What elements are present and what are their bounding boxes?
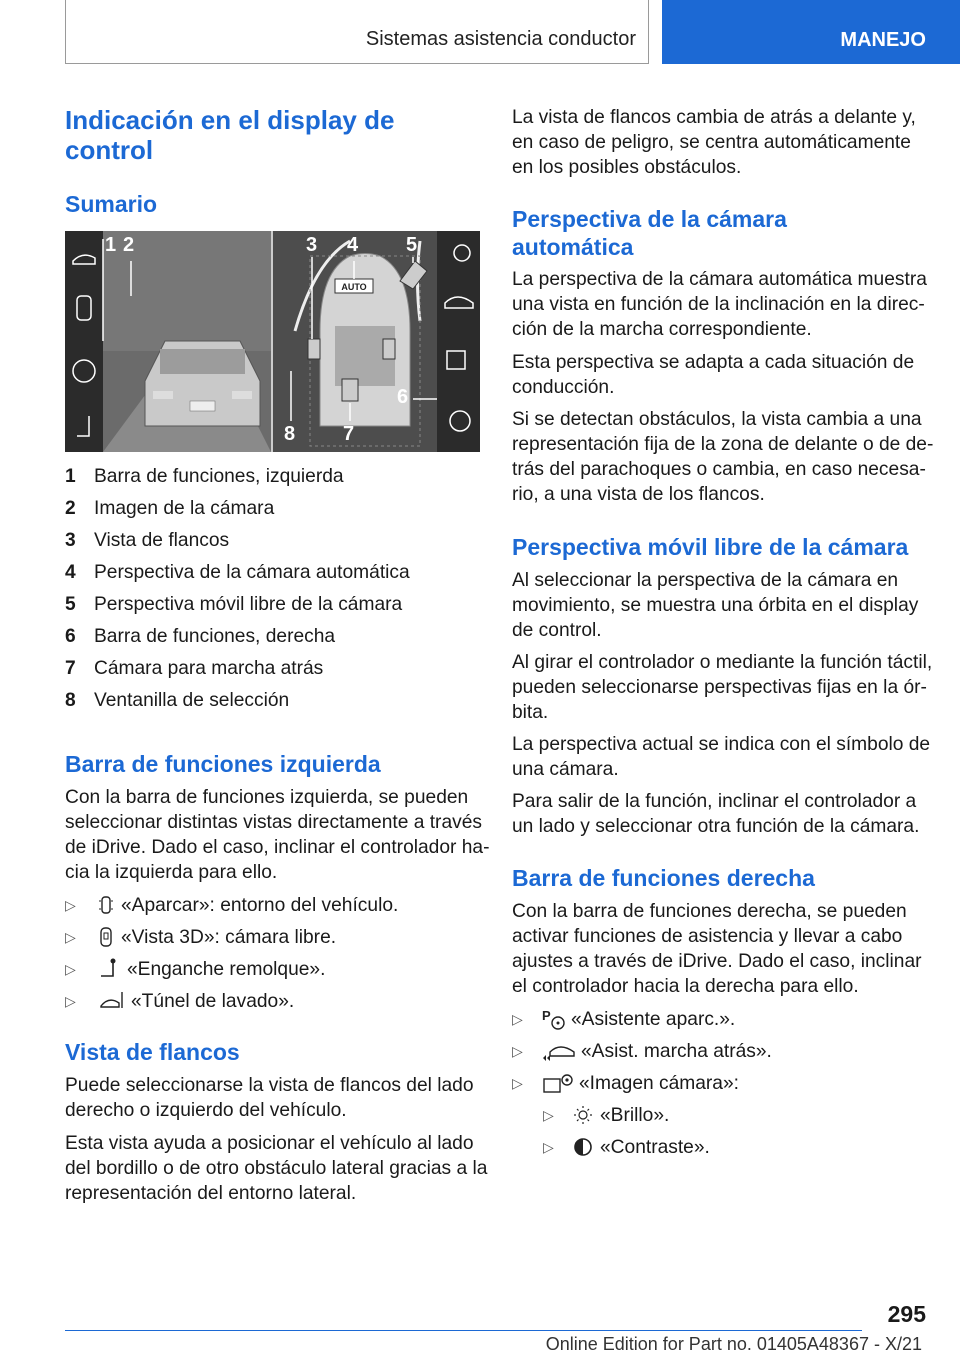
header-rule <box>65 63 648 64</box>
callout-2: 2 <box>123 234 135 256</box>
callout-7: 7 <box>343 423 355 445</box>
svg-text:P: P <box>542 1008 551 1023</box>
camera-display-illustration <box>65 231 480 452</box>
bullet-triangle-icon: ▷ <box>65 929 76 945</box>
bullet-triangle-icon: ▷ <box>65 993 76 1009</box>
footer-rule <box>65 1330 862 1331</box>
bullet-triangle-icon: ▷ <box>512 1075 523 1091</box>
heading-sumario: Sumario <box>65 191 158 217</box>
camera-settings-icon <box>542 1072 576 1094</box>
heading-barra-izquierda: Barra de funciones izquierda <box>65 751 381 777</box>
camera-display-figure <box>65 231 480 452</box>
heading-vista-flancos: Vista de flancos <box>65 1039 240 1065</box>
callout-6: 6 <box>397 386 409 408</box>
heading-camara-movil: Perspectiva móvil libre de la cámara <box>512 534 909 560</box>
reverse-assistant-icon <box>542 1040 576 1062</box>
bullet-triangle-icon: ▷ <box>65 897 76 913</box>
callout-1: 1 <box>105 234 117 256</box>
heading-camara-automatica: Perspectiva de la cámara automática <box>512 206 787 260</box>
chapter-tab <box>662 0 960 64</box>
car-wash-icon <box>99 990 125 1012</box>
bullet-triangle-icon: ▷ <box>65 961 76 977</box>
view-3d-icon <box>99 926 113 948</box>
paragraph-barra-izquierda: Con la barra de funciones izquierda, se pueden seleccionar distintas vistas directamente a través de iDrive. Dado el caso, inclinar el controlador ha- cia la izquierda para ello. <box>65 787 490 883</box>
heading-barra-derecha: Barra de funciones derecha <box>512 865 815 891</box>
auto-badge: AUTO <box>341 282 367 292</box>
paragraph-movil-3: La perspectiva actual se indica con el símbolo de una cámara. <box>512 734 931 780</box>
paragraph-auto-3: Si se detectan obstáculos, la vista cambia a una representación fija de la zona de delante o de de- trás del parachoques o cambia, en caso necesa- rio, a una vista de los flancos. <box>512 409 934 505</box>
bullet-triangle-icon: ▷ <box>543 1107 554 1123</box>
section-title: Sistemas asistencia conductor <box>365 28 636 50</box>
brightness-icon <box>573 1104 593 1126</box>
paragraph-intro: La vista de flancos cambia de atrás a delante y, en caso de peligro, se centra automáticamente en los posibles obstáculos. <box>512 107 916 178</box>
paragraph-barra-derecha: Con la barra de funciones derecha, se pueden activar funciones de asistencia y llevar a cabo ajustes a través de iDrive. Dado el caso, inclinar el controlador hacia la derecha para ello. <box>512 901 922 997</box>
paragraph-movil-4: Para salir de la función, inclinar el controlador a un lado y seleccionar otra función de la cámara. <box>512 791 920 837</box>
page-number: 295 <box>887 1301 926 1327</box>
callout-8: 8 <box>284 423 296 445</box>
callout-4: 4 <box>347 234 359 256</box>
paragraph-flancos-1: Puede seleccionarse la vista de flancos del lado derecho o izquierdo del vehículo. <box>65 1075 474 1121</box>
bullet-triangle-icon: ▷ <box>543 1139 554 1155</box>
paragraph-movil-2: Al girar el controlador o mediante la función táctil, pueden seleccionarse perspectivas fijas en la ór- bita. <box>512 652 933 723</box>
paragraph-flancos-2: Esta vista ayuda a posicionar el vehículo al lado del bordillo o de otro obstáculo lateral gracias a la representación del entorno lateral. <box>65 1133 488 1204</box>
bullet-triangle-icon: ▷ <box>512 1011 523 1027</box>
trailer-hitch-icon <box>99 958 119 980</box>
parking-icon <box>99 894 113 916</box>
header-rule-left <box>65 0 66 64</box>
parking-assistant-icon <box>542 1008 568 1032</box>
main-heading: Indicación en el display de control <box>65 105 395 165</box>
callout-3: 3 <box>306 234 318 256</box>
chapter-tab-label: MANEJO <box>840 29 926 51</box>
bullet-triangle-icon: ▷ <box>512 1043 523 1059</box>
callout-5: 5 <box>406 234 418 256</box>
paragraph-auto-1: La perspectiva de la cámara automática muestra una vista en función de la inclinación en la direc- ción de la marcha correspondiente. <box>512 269 927 340</box>
paragraph-auto-2: Esta perspectiva se adapta a cada situación de conducción. <box>512 352 915 398</box>
edition-footer: Online Edition for Part no. 01405A48367 - X/21 <box>545 1334 922 1354</box>
contrast-icon <box>573 1136 593 1158</box>
paragraph-movil-1: Al seleccionar la perspectiva de la cámara en movimiento, se muestra una órbita en el display de control. <box>512 570 919 641</box>
header-rule-right <box>648 0 649 64</box>
